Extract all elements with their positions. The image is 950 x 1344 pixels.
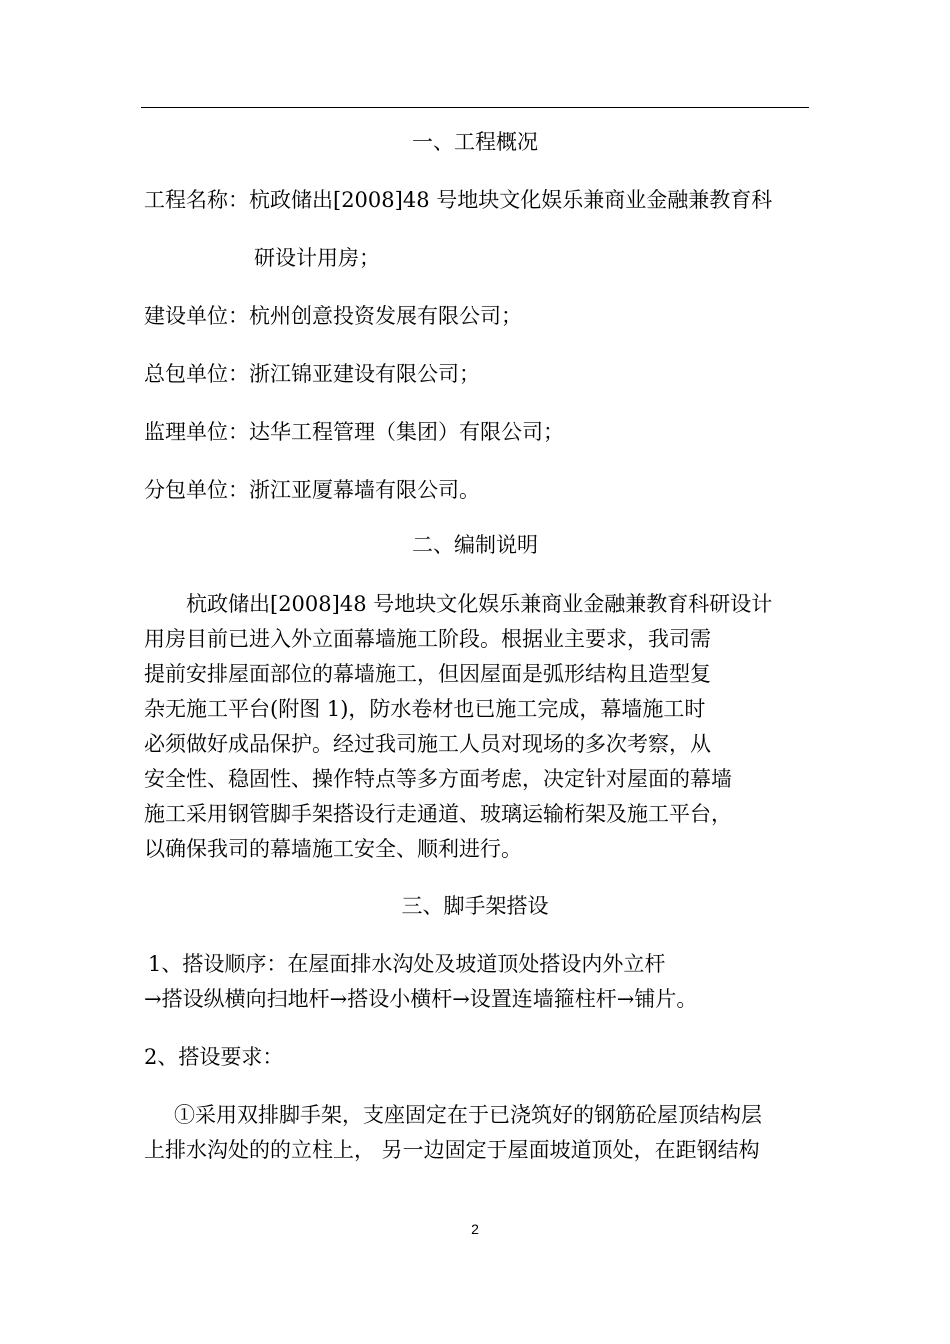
explanation-line-6: 安全性、稳固性、操作特点等多方面考虑，决定针对屋面的幕墙 <box>144 767 732 791</box>
item2-title: 2、搭设要求： <box>144 1045 284 1069</box>
supervisor-line: 监理单位：达华工程管理（集团）有限公司； <box>144 420 564 444</box>
header-rule <box>141 107 809 108</box>
project-name-row <box>144 186 772 214</box>
explanation-line-1: 杭政储出[2008]48 号地块文化娱乐兼商业金融兼教育科研设计 <box>186 592 773 616</box>
section-title-scaffold: 三、脚手架搭设 <box>401 894 549 918</box>
project-name-label: 工程名称： <box>144 188 249 212</box>
subcontractor-line: 分包单位：浙江亚厦幕墙有限公司。 <box>144 478 480 502</box>
item1-line-1: 1、搭设顺序：在屋面排水沟处及坡道顶处搭设内外立杆 <box>148 952 666 976</box>
contractor-line: 总包单位：浙江锦亚建设有限公司； <box>144 362 480 386</box>
item1-line-2: →搭设纵横向扫地杆→搭设小横杆→设置连墙箍柱杆→铺片。 <box>144 987 698 1011</box>
explanation-line-2: 用房目前已进入外立面幕墙施工阶段。根据业主要求，我司需 <box>144 627 711 651</box>
section-title-explanation: 二、编制说明 <box>412 533 538 557</box>
item2-line-1: ①采用双排脚手架，支座固定在于已浇筑好的钢筋砼屋顶结构层 <box>174 1103 762 1127</box>
explanation-line-5: 必须做好成品保护。经过我司施工人员对现场的多次考察，从 <box>144 732 711 756</box>
section-title-overview: 一、工程概况 <box>412 130 538 154</box>
explanation-line-4: 杂无施工平台(附图 1)，防水卷材也已施工完成，幕墙施工时 <box>144 697 706 721</box>
page-number: 2 <box>471 1221 479 1237</box>
project-name-continuation: 研设计用房； <box>254 246 380 270</box>
owner-line: 建设单位：杭州创意投资发展有限公司； <box>144 304 522 328</box>
explanation-line-7: 施工采用钢管脚手架搭设行走通道、玻璃运输桁架及施工平台， <box>144 802 732 826</box>
explanation-line-3: 提前安排屋面部位的幕墙施工，但因屋面是弧形结构且造型复 <box>144 662 711 686</box>
item2-line-2: 上排水沟处的的立柱上， 另一边固定于屋面坡道顶处，在距钢结构 <box>144 1138 760 1162</box>
project-name-value: 杭政储出[2008]48 号地块文化娱乐兼商业金融兼教育科 <box>249 188 773 212</box>
explanation-line-8: 以确保我司的幕墙施工安全、顺利进行。 <box>144 837 522 861</box>
